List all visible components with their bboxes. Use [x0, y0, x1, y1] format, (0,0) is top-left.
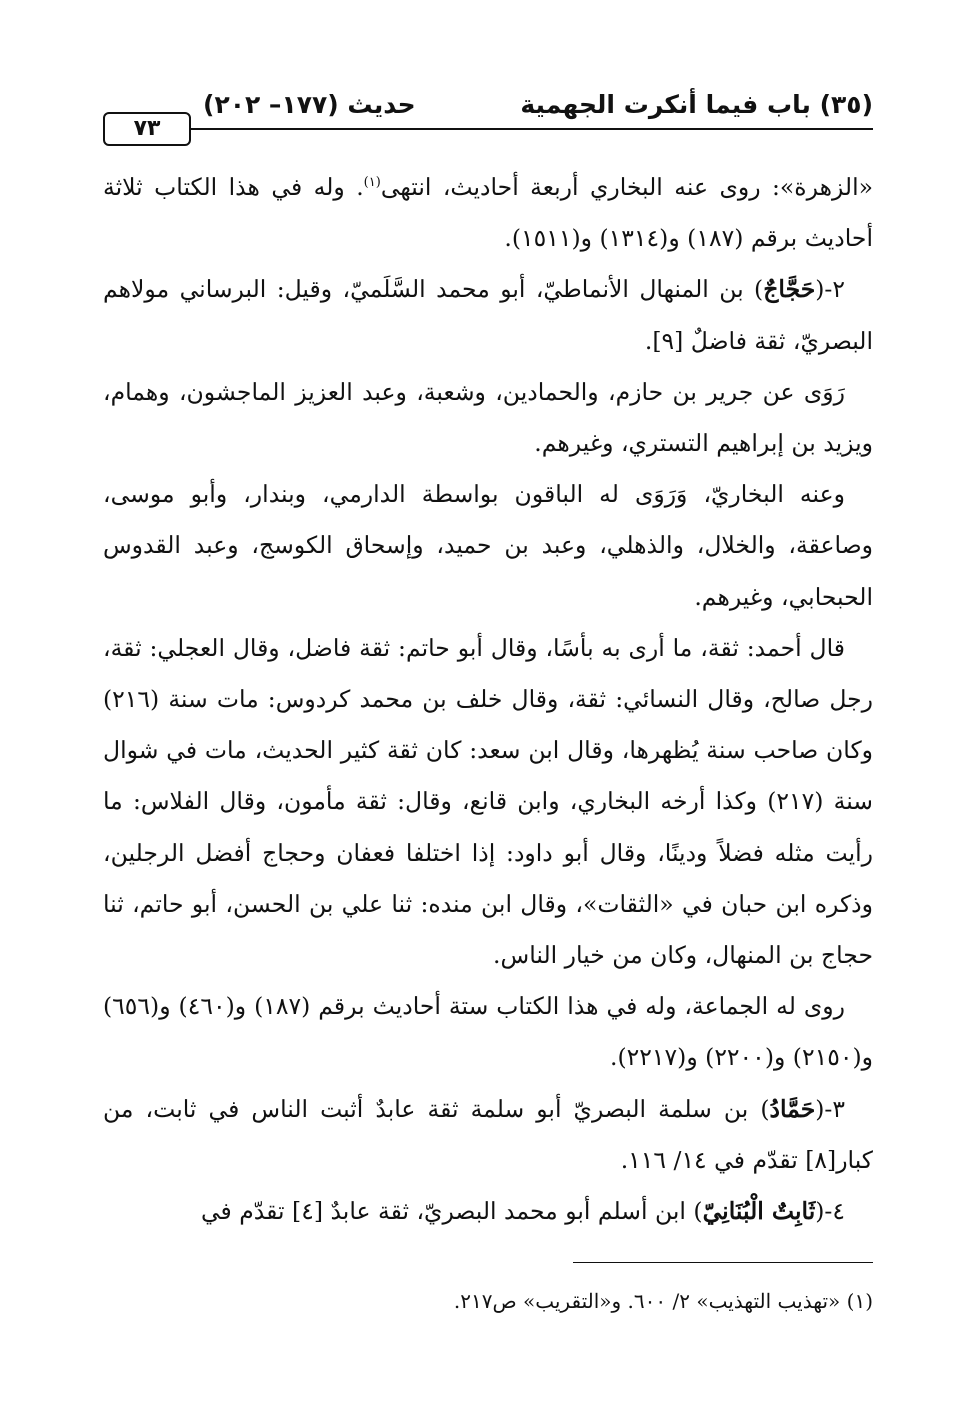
narrator-entry-3	[103, 1084, 873, 1186]
page-header	[103, 88, 873, 148]
hadith-range: حديث (١٧٧– ٢٠٢)	[203, 90, 416, 119]
paragraph-6: روى له الجماعة، وله في هذا الكتاب ستة أحاديث برقم (١٨٧) و(٤٦٠) و(٦٥٦) و(٢١٥٠) و(٢٢٠٠) و(٢٢١٧).	[103, 992, 873, 1072]
footnote-separator	[573, 1262, 873, 1263]
entry-text: ) ابن أسلم أبو محمد البصريّ، ثقة عابدٌ [٤] تقدّم في	[200, 1197, 703, 1226]
header-rule	[103, 128, 873, 130]
entry-number: ٢-(	[815, 275, 845, 304]
paragraph-3: رَوَى عن جرير بن حازم، والحمادين، وشعبة، وعبد العزيز الماجشون، وهمام، ويزيد بن إبراهيم التستري، وغيرهم.	[103, 377, 873, 458]
paragraph-1-text-cont: . وله في هذا الكتاب ثلاثة أحاديث برقم (١٨٧) و(١٣١٤) و(١٥١١).	[103, 173, 873, 253]
entry-number: ٤-(	[815, 1197, 845, 1226]
narrator-entry-2	[103, 264, 873, 366]
entry-number: ٣-(	[815, 1094, 845, 1123]
narrator-entry-4	[103, 1186, 873, 1237]
page-number: ٧٣	[103, 112, 191, 146]
narrator-name: ثَابِتٌ الْبُنَانِيّ	[702, 1197, 816, 1226]
narrator-name: حَمَّادُ	[769, 1094, 816, 1123]
paragraph-4: وعنه البخاريّ، وَرَوَى له الباقون بواسطة الدارمي، وبندار، وأبو موسى، وصاعقة، والخلال، والذهلي، وعبد بن حميد، وإسحاق الكوسج، وعبد القدوس الحبحابي، وغيرهم.	[103, 480, 873, 611]
chapter-title: (٣٥) باب فيما أنكرت الجهمية	[520, 90, 873, 119]
entry-text: ) بن المنهال الأنماطيّ، أبو محمد السَّلَميّ، وقيل: البرساني مولاهم البصريّ، ثقة فاضلٌ [٩].	[103, 275, 873, 355]
paragraph-1	[103, 162, 873, 264]
paragraph-5: قال أحمد: ثقة، ما أرى به بأسًا، وقال أبو حاتم: ثقة فاضل، وقال العجلي: ثقة، رجل صالح، وقال النسائي: ثقة، وقال خلف بن محمد كردوس: مات سنة (٢١٦) وكان صاحب سنة يُظهرها، وقال ابن سعد: كان ثقة كثير الحديث، مات في شوال سنة (٢١٧) وكذا أرخه البخاري، وابن قانع، وقال: ثقة مأمون، وقال الفلاس: ما رأيت مثله فضلاً ودينًا، وقال أبو داود: إذا اختلفا فعفان وحجاج أفضل الرجلين، وذكره ابن حبان في «الثقات»، وقال ابن منده: ثنا علي بن الحسن، أبو حاتم، ثنا حجاج بن المنهال، وكان من خيار الناس.	[103, 633, 873, 970]
footnote-ref: (١)	[363, 175, 381, 191]
footnote-1: (١) «تهذيب التهذيب» ٢/ ٦٠٠. و«التقريب» ص٢١٧.	[453, 1289, 873, 1313]
narrator-name: حَجَّاجٌ	[763, 275, 816, 304]
main-text	[103, 162, 873, 1237]
paragraph-1-text: «الزهرة»: روى عنه البخاري أربعة أحاديث، انتهى	[380, 173, 874, 201]
entry-text: ) بن سلمة البصريّ أبو سلمة ثقة عابدٌ أثبت الناس في ثابت، من كبار[٨] تقدّم في ١٤/ ١١٦.	[103, 1094, 873, 1174]
